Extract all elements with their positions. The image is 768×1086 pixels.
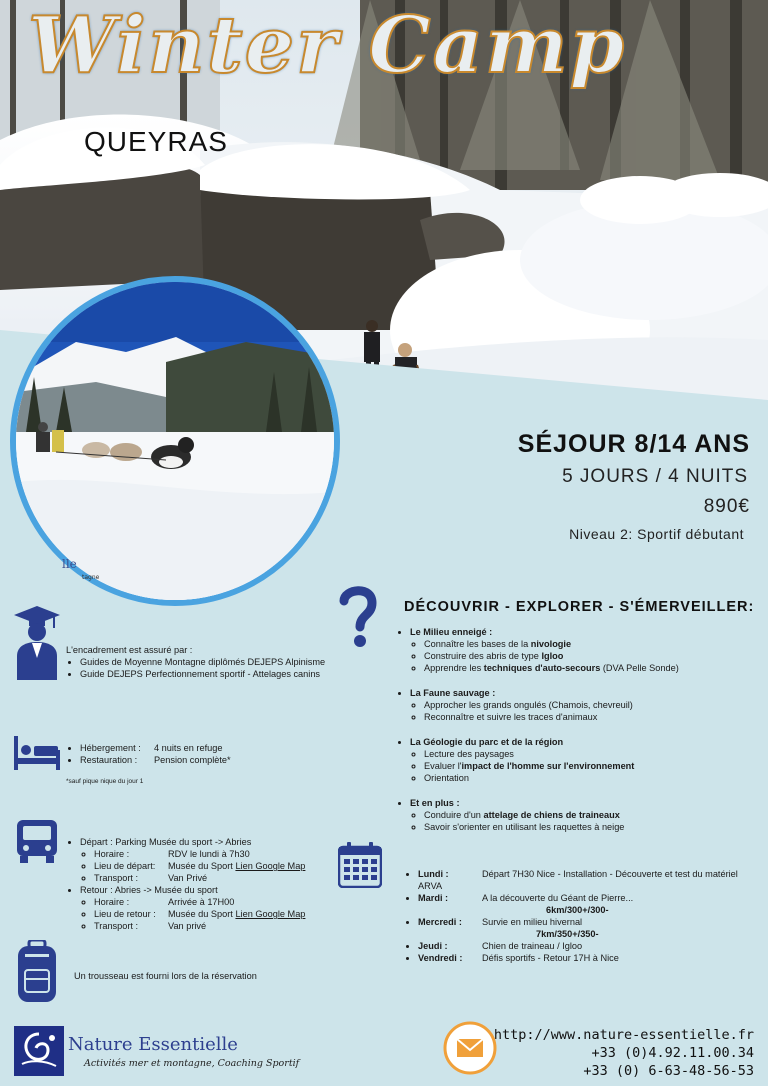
phone-1[interactable]: +33 (0)4.92.11.00.34	[591, 1045, 754, 1061]
trousseau-text: Un trousseau est fourni lors de la réservation	[74, 971, 257, 981]
geologie-item: ◦ Orientation	[424, 772, 756, 784]
plus-item	[424, 809, 756, 821]
mail-icon[interactable]	[443, 1021, 497, 1075]
milieu-item-bold: Igloo	[541, 651, 564, 661]
restauration-label: Restauration :	[80, 755, 138, 765]
encadrement-item: • Guide DEJEPS Perfectionnement sportif - Attelages canins	[80, 668, 326, 680]
bed-icon	[14, 736, 60, 770]
photo-caption-small: tagne	[82, 574, 100, 581]
program-mercredi	[418, 916, 751, 940]
sejour-duration: 5 JOURS / 4 NUITS	[562, 466, 748, 487]
faune-section	[396, 687, 756, 723]
retour-horaire-value: Arrivée à 17H00	[168, 897, 235, 907]
program-stats: 6km/300+/300-	[546, 905, 609, 915]
retour-title-text: Retour : Abries -> Musée du sport	[80, 885, 218, 895]
program-text: A la découverte du Géant de Pierre...	[482, 893, 634, 903]
plus-heading: • Et en plus :	[410, 797, 756, 809]
program-text: Chien de traineau / Igloo	[482, 941, 583, 951]
retour-lieu-label: Lieu de retour :	[94, 909, 156, 919]
depart-lieu-value: Musée du Sport	[168, 861, 233, 871]
geologie-section	[396, 736, 756, 784]
encadrement-block	[66, 644, 326, 680]
website-link[interactable]: http://www.nature-essentielle.fr	[493, 1027, 754, 1043]
encadrement-intro: L'encadrement est assuré par :	[66, 645, 193, 655]
program-day: Mercredi :	[418, 917, 462, 927]
sejour-niveau: Niveau 2: Sportif débutant	[569, 526, 744, 542]
depart-transport-label: Transport :	[94, 873, 139, 883]
retour-title	[80, 884, 336, 932]
restauration-item	[80, 754, 326, 766]
geologie-item-text: Evaluer l'	[424, 761, 462, 771]
depart-horaire-value: RDV le lundi à 7h30	[168, 849, 250, 859]
milieu-item	[424, 662, 756, 674]
faune-item: ◦ Approcher les grands ongulés (Chamois, chevreuil)	[424, 699, 756, 711]
discover-title: DÉCOUVRIR - EXPLORER - S'ÉMERVEILLER:	[404, 599, 755, 615]
logo-name: Nature Essentielle	[68, 1034, 238, 1055]
plus-item-text: Conduire d'un	[424, 810, 484, 820]
geologie-item	[424, 760, 756, 772]
depart-lieu-label: Lieu de départ:	[94, 861, 156, 871]
hebergement-note: *sauf pique nique du jour 1	[66, 778, 144, 785]
program-text: Survie en milieu hivernal	[482, 917, 583, 927]
milieu-item	[424, 638, 756, 650]
milieu-item-bold: techniques d'auto-secours	[483, 663, 601, 673]
hebergement-value: 4 nuits en refuge	[154, 743, 223, 753]
program-day: Vendredi :	[418, 953, 463, 963]
hebergement-item	[80, 742, 326, 754]
plus-item-bold: attelage de chiens de traineaux	[483, 810, 620, 820]
hebergement-block	[66, 742, 326, 788]
depart-horaire-label: Horaire :	[94, 849, 130, 859]
depart-transport	[94, 872, 336, 884]
program-block	[406, 868, 751, 964]
program-day: Lundi :	[418, 869, 449, 879]
graduate-icon	[14, 606, 60, 680]
retour-horaire-label: Horaire :	[94, 897, 130, 907]
retour-transport-label: Transport :	[94, 921, 139, 931]
retour-transport-value: Van privé	[168, 921, 207, 931]
transport-block	[66, 836, 336, 932]
depart-title	[80, 836, 336, 884]
depart-map-link[interactable]: Lien Google Map	[235, 861, 306, 871]
program-text: Départ 7H30 Nice - Installation - Découverte et test du matériel ARVA	[418, 869, 738, 891]
plus-section	[396, 797, 756, 833]
milieu-item-text: (DVA Pelle Sonde)	[600, 663, 679, 673]
program-day: Jeudi :	[418, 941, 448, 951]
program-mardi	[418, 892, 751, 916]
calendar-icon	[338, 842, 382, 888]
restauration-value: Pension complète*	[154, 755, 231, 765]
program-lundi	[418, 868, 751, 892]
program-jeudi	[418, 940, 751, 952]
contact-block	[494, 1026, 754, 1080]
milieu-heading: • Le Milieu enneigé :	[410, 626, 756, 638]
sejour-title: SÉJOUR 8/14 ANS	[517, 430, 750, 458]
encadrement-item: • Guides de Moyenne Montagne diplômés DEJEPS Alpinisme	[80, 656, 326, 668]
subtitle: QUEYRAS	[84, 126, 228, 157]
depart-horaire	[94, 848, 336, 860]
depart-lieu	[94, 860, 336, 872]
sejour-price: 890€	[703, 496, 750, 517]
backpack-icon	[14, 940, 60, 1004]
depart-title-text: Départ : Parking Musée du sport -> Abries	[80, 837, 252, 847]
milieu-item-text: Construire des abris de type	[424, 651, 542, 661]
geologie-item: ◦ Lecture des paysages	[424, 748, 756, 760]
program-vendredi	[418, 952, 751, 964]
geologie-item-bold: impact de l'homme sur l'environnement	[461, 761, 635, 771]
phone-2[interactable]: +33 (0) 6-63-48-56-53	[583, 1063, 754, 1079]
milieu-section	[396, 626, 756, 674]
logo-icon	[14, 1026, 64, 1076]
milieu-item-text: Apprendre les	[424, 663, 484, 673]
photo-caption: lle	[62, 557, 77, 571]
retour-lieu-value: Musée du Sport	[168, 909, 233, 919]
milieu-item-text: Connaître les bases de la	[424, 639, 531, 649]
faune-item: ◦ Reconnaître et suivre les traces d'animaux	[424, 711, 756, 723]
retour-lieu	[94, 908, 336, 920]
program-stats: 7km/350+/350-	[536, 929, 599, 939]
hebergement-label: Hébergement :	[80, 743, 141, 753]
retour-transport	[94, 920, 336, 932]
faune-heading: • La Faune sauvage :	[410, 687, 756, 699]
discover-block	[396, 626, 756, 846]
bus-icon	[14, 818, 60, 864]
depart-transport-value: Van Privé	[168, 873, 208, 883]
retour-horaire	[94, 896, 336, 908]
program-day: Mardi :	[418, 893, 449, 903]
plus-item: ◦ Savoir s'orienter en utilisant les raquettes à neige	[424, 821, 756, 833]
title-script: Winter Camp	[28, 0, 627, 91]
program-text: Défis sportifs - Retour 17H à Nice	[482, 953, 619, 963]
logo-tagline: Activités mer et montagne, Coaching Sportif	[84, 1058, 300, 1069]
retour-map-link[interactable]: Lien Google Map	[235, 909, 306, 919]
geologie-heading: • La Géologie du parc et de la région	[410, 736, 756, 748]
circle-photo	[10, 276, 340, 606]
question-mark-icon	[338, 585, 378, 649]
milieu-item-bold: nivologie	[530, 639, 572, 649]
milieu-item	[424, 650, 756, 662]
